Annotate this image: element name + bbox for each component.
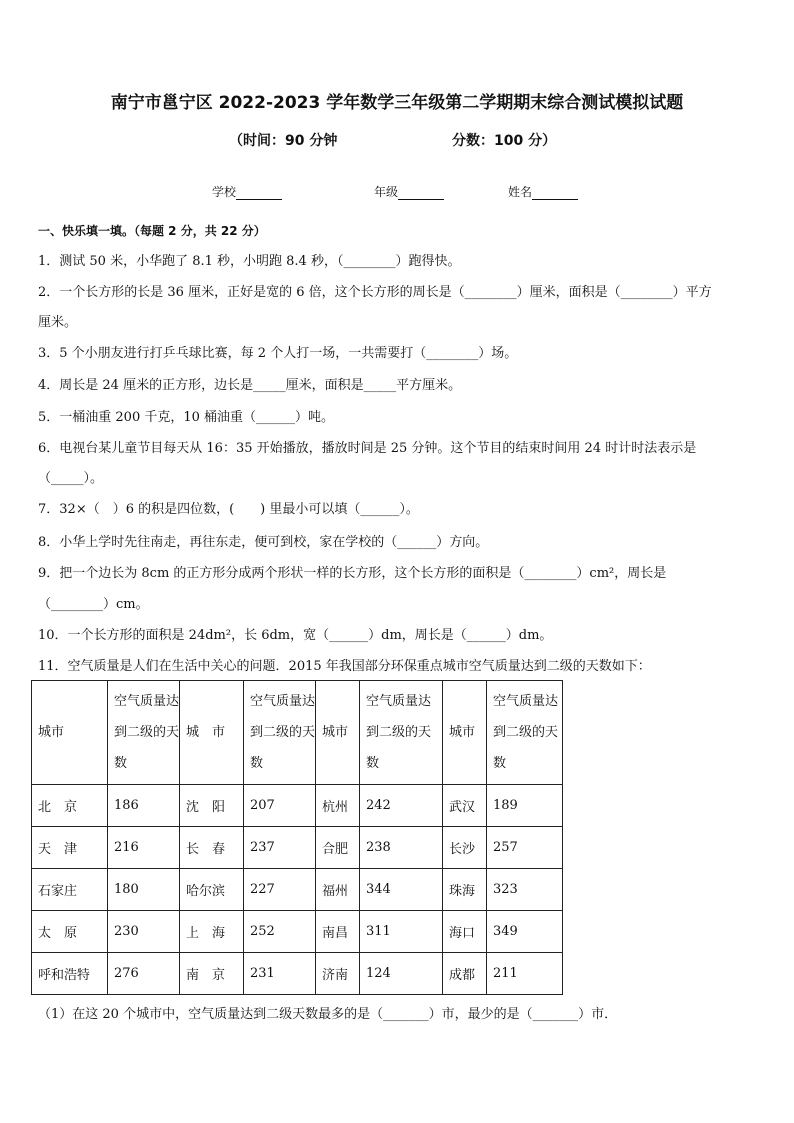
grade-blank xyxy=(398,187,444,200)
header-city: 城市 xyxy=(443,681,487,785)
table-row xyxy=(32,785,563,827)
name-label: 姓名 xyxy=(508,185,533,199)
table-cell: 上 海 xyxy=(180,911,244,953)
table-header-row xyxy=(32,681,563,785)
table-cell: 230 xyxy=(108,911,180,953)
table-cell: 济南 xyxy=(316,953,360,995)
question-6: 6．电视台某儿童节目每天从 16：35 开始播放，播放时间是 25 分钟。这个节目的结束时间用 24 时计时法表示是 xyxy=(38,441,697,456)
table-cell: 311 xyxy=(360,911,443,953)
question-2-continued: 厘米。 xyxy=(38,315,78,330)
table-cell: 242 xyxy=(360,785,443,827)
table-cell: 武汉 xyxy=(443,785,487,827)
question-7: 7．32×（ ）6 的积是四位数，( ) 里最小可以填（______）。 xyxy=(38,502,419,517)
table-cell: 沈 阳 xyxy=(180,785,244,827)
question-4: 4．周长是 24 厘米的正方形，边长是_____厘米，面积是_____平方厘米。 xyxy=(38,378,462,393)
exam-score: 分数：100 分） xyxy=(452,133,557,149)
name-blank xyxy=(532,187,578,200)
header-days: 空气质量达到二级的天数 xyxy=(108,681,180,785)
table-cell: 238 xyxy=(360,827,443,869)
question-9: 9．把一个边长为 8cm 的正方形分成两个形状一样的长方形，这个长方形的面积是（________）cm²，周长是 xyxy=(38,566,667,581)
table-row xyxy=(32,827,563,869)
question-9-continued: （________）cm。 xyxy=(38,597,149,612)
table-row xyxy=(32,869,563,911)
table-cell: 276 xyxy=(108,953,180,995)
table-cell: 323 xyxy=(487,869,563,911)
grade-field xyxy=(374,183,444,200)
question-10: 10．一个长方形的面积是 24dm²，长 6dm，宽（______）dm，周长是（______）dm。 xyxy=(38,628,553,643)
question-5: 5．一桶油重 200 千克，10 桶油重（______）吨。 xyxy=(38,410,335,425)
table-cell: 哈尔滨 xyxy=(180,869,244,911)
header-days: 空气质量达到二级的天数 xyxy=(244,681,316,785)
table-cell: 231 xyxy=(244,953,316,995)
table-cell: 天 津 xyxy=(32,827,108,869)
school-blank xyxy=(236,187,282,200)
table-cell: 189 xyxy=(487,785,563,827)
air-quality-table xyxy=(31,680,563,995)
name-field xyxy=(508,183,578,200)
table-row xyxy=(32,911,563,953)
table-cell: 252 xyxy=(244,911,316,953)
school-label: 学校 xyxy=(212,185,237,199)
table-cell: 北 京 xyxy=(32,785,108,827)
table-cell: 南 京 xyxy=(180,953,244,995)
table-cell: 211 xyxy=(487,953,563,995)
table-cell: 合肥 xyxy=(316,827,360,869)
table-cell: 珠海 xyxy=(443,869,487,911)
table-cell: 海口 xyxy=(443,911,487,953)
header-days: 空气质量达到二级的天数 xyxy=(487,681,563,785)
question-11: 11．空气质量是人们在生活中关心的问题．2015 年我国部分环保重点城市空气质量达到二级的天数如下： xyxy=(38,659,651,674)
table-cell: 237 xyxy=(244,827,316,869)
table-cell: 180 xyxy=(108,869,180,911)
header-city: 城市 xyxy=(32,681,108,785)
table-cell: 杭州 xyxy=(316,785,360,827)
table-cell: 216 xyxy=(108,827,180,869)
question-11-part-1: （1）在这 20 个城市中，空气质量达到二级天数最多的是（_______）市，最少的是（_______）市． xyxy=(38,1007,618,1022)
header-city: 城市 xyxy=(316,681,360,785)
table-cell: 石家庄 xyxy=(32,869,108,911)
table-cell: 344 xyxy=(360,869,443,911)
table-cell: 207 xyxy=(244,785,316,827)
table-cell: 长 春 xyxy=(180,827,244,869)
exam-title: 南宁市邕宁区 2022-2023 学年数学三年级第二学期期末综合测试模拟试题 xyxy=(110,93,684,113)
exam-time: （时间：90 分钟 xyxy=(229,133,338,149)
section-heading: 一、快乐填一填。（每题 2 分，共 22 分） xyxy=(38,224,266,238)
table-cell: 长沙 xyxy=(443,827,487,869)
header-days: 空气质量达到二级的天数 xyxy=(360,681,443,785)
table-cell: 186 xyxy=(108,785,180,827)
table-cell: 福州 xyxy=(316,869,360,911)
question-6-continued: （_____）。 xyxy=(38,471,104,486)
table-cell: 227 xyxy=(244,869,316,911)
table-cell: 349 xyxy=(487,911,563,953)
table-row xyxy=(32,953,563,995)
question-8: 8．小华上学时先往南走，再往东走，便可到校，家在学校的（______）方向。 xyxy=(38,535,489,550)
header-city: 城 市 xyxy=(180,681,244,785)
school-field xyxy=(212,183,282,200)
table-cell: 太 原 xyxy=(32,911,108,953)
question-3: 3．5 个小朋友进行打乒乓球比赛，每 2 个人打一场，一共需要打（________）场。 xyxy=(38,346,518,361)
question-1: 1．测试 50 米，小华跑了 8.1 秒，小明跑 8.4 秒，（________）跑得快。 xyxy=(38,254,461,269)
table-cell: 南昌 xyxy=(316,911,360,953)
table-cell: 124 xyxy=(360,953,443,995)
question-2: 2．一个长方形的长是 36 厘米，正好是宽的 6 倍，这个长方形的周长是（________）厘米，面积是（________）平方 xyxy=(38,285,712,300)
table-cell: 呼和浩特 xyxy=(32,953,108,995)
table-cell: 257 xyxy=(487,827,563,869)
table-cell: 成都 xyxy=(443,953,487,995)
grade-label: 年级 xyxy=(374,185,399,199)
